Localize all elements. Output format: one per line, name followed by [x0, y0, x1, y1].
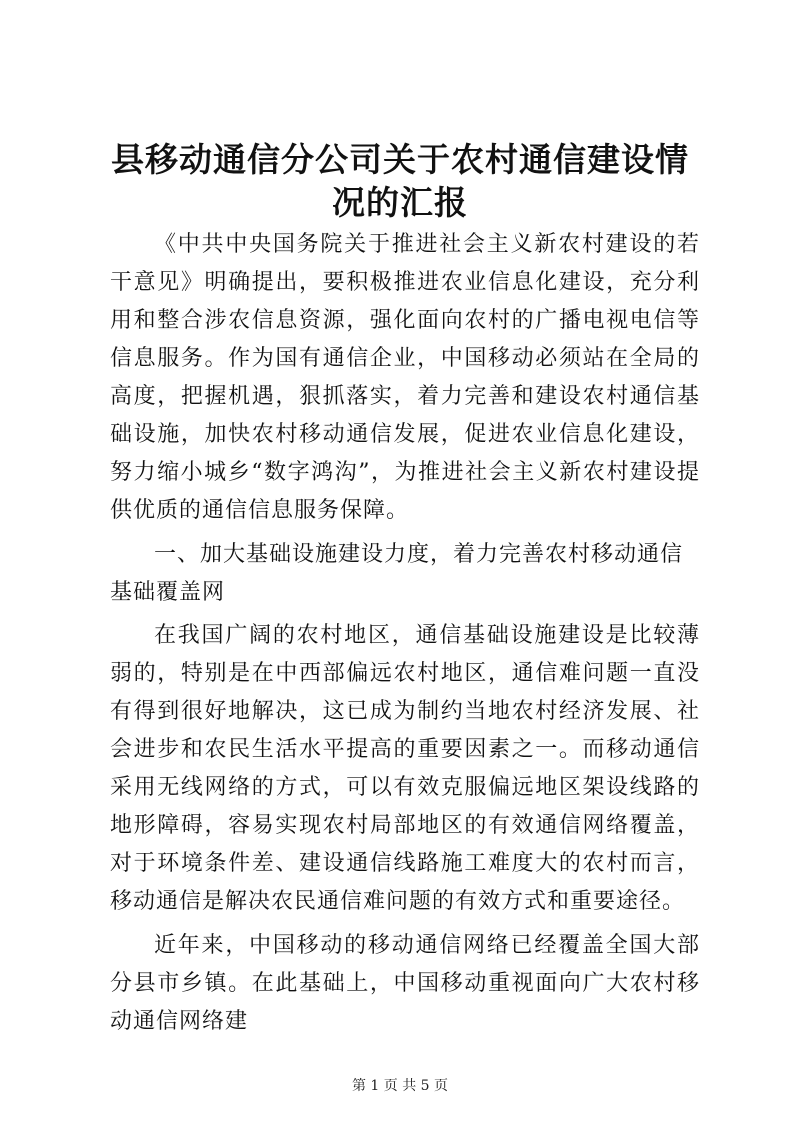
document-body	[110, 226, 700, 1047]
body-paragraph: 近年来，中国移动的移动通信网络已经覆盖全国大部分县市乡镇。在此基础上，中国移动重视面向广大农村移动通信网络建	[110, 933, 700, 1034]
document-title: 县移动通信分公司关于农村通信建设情况的汇报	[111, 140, 689, 222]
intro-paragraph: 《中共中央国务院关于推进社会主义新农村建设的若干意见》明确提出，要积极推进农业信息化建设，充分利用和整合涉农信息资源，强化面向农村的广播电视电信等信息服务。作为国有通信企业，中国移动必须站在全局的高度，把握机遇，狠抓落实，着力完善和建设农村通信基础设施，加快农村移动通信发展，促进农业信息化建设，努力缩小城乡“数字鸿沟”，为推进社会主义新农村建设提供优质的通信信息服务保障。	[110, 232, 700, 523]
body-paragraph: 在我国广阔的农村地区，通信基础设施建设是比较薄弱的，特别是在中西部偏远农村地区，通信难问题一直没有得到很好地解决，这已成为制约当地农村经济发展、社会进步和农民生活水平提高的重要因素之一。而移动通信采用无线网络的方式，可以有效克服偏远地区架设线路的地形障碍，容易实现农村局部地区的有效通信网络覆盖，对于环境条件差、建设通信线路施工难度大的农村而言，移动通信是解决农民通信难问题的有效方式和重要途径。	[110, 623, 700, 914]
section-heading: 一、加大基础设施建设力度，着力完善农村移动通信基础覆盖网	[110, 542, 684, 605]
page-footer: 第 1 页 共 5 页	[351, 1078, 449, 1094]
